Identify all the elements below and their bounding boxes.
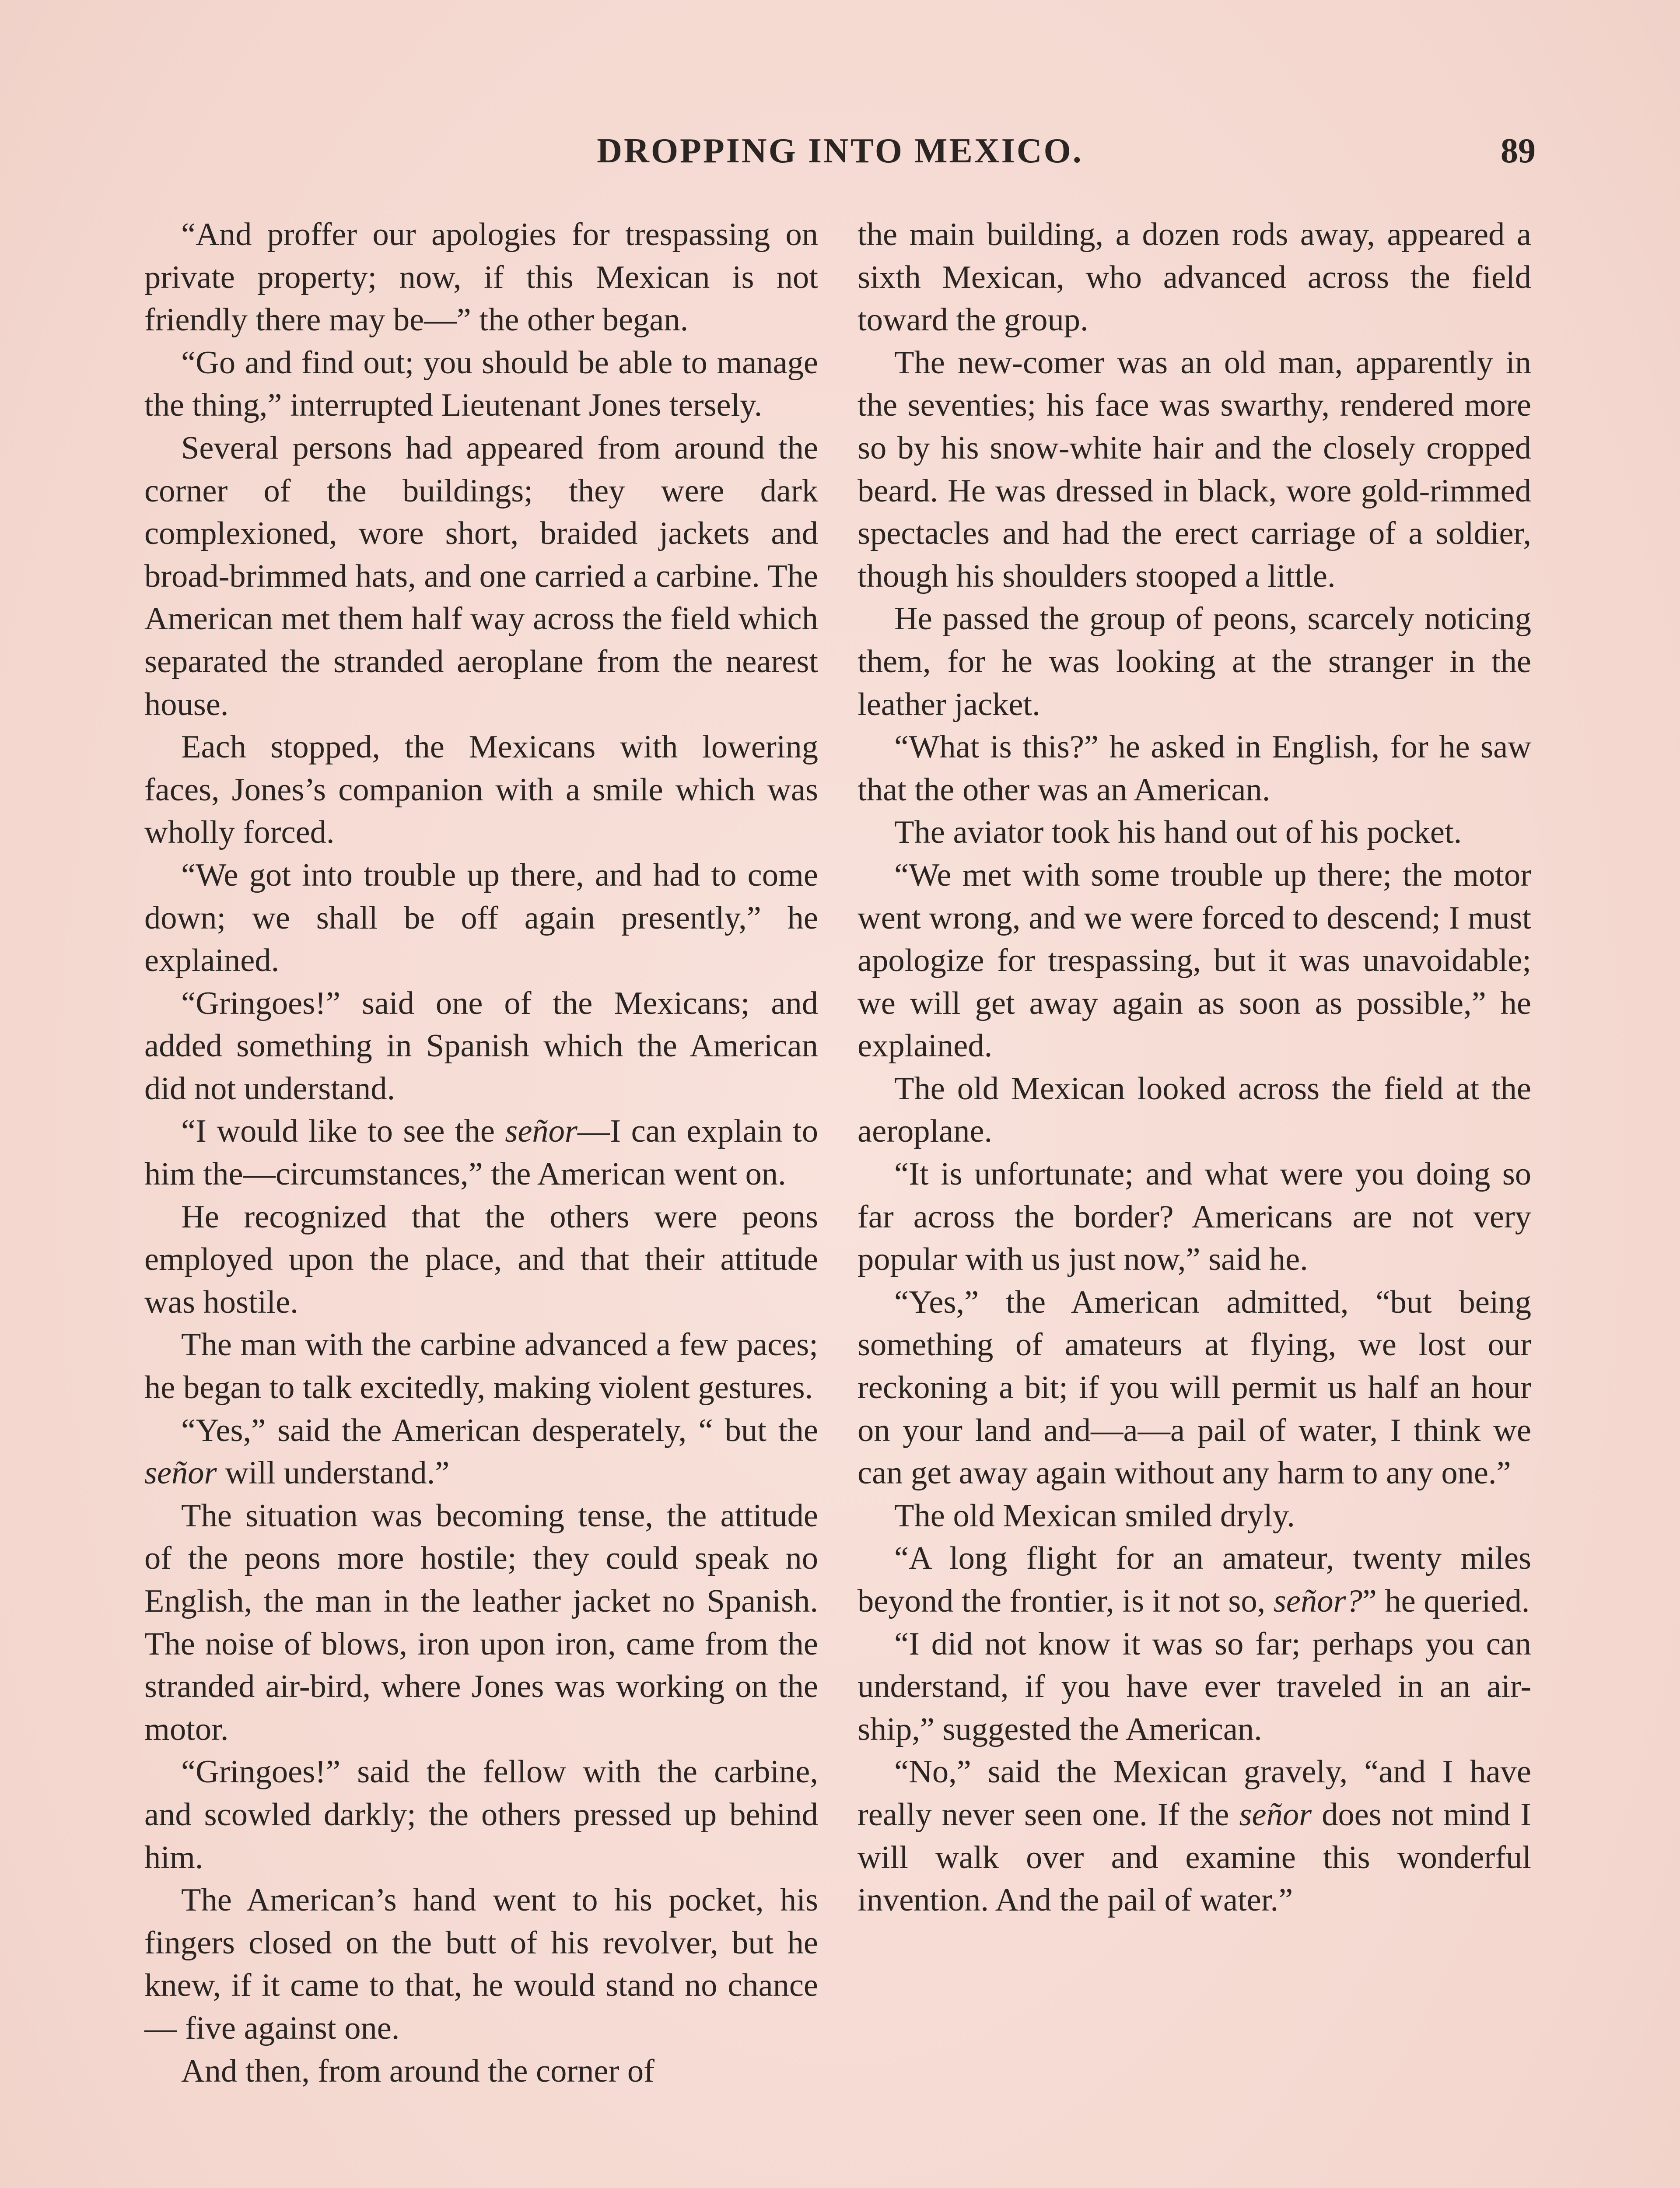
- paragraph: “We got into trouble up there, and had to come down; we shall be off again presently,” he explained.: [144, 857, 818, 979]
- italic-word: señor: [144, 1455, 217, 1491]
- left-column: [144, 214, 818, 2093]
- paragraph: The aviator took his hand out of his pocket.: [894, 814, 1462, 851]
- paragraph-continuation: the main building, a dozen rods away, appeared a sixth Mexican, who advanced across the field toward the group.: [858, 217, 1531, 338]
- page-header: [144, 131, 1536, 184]
- paragraph: He recognized that the others were peons employed upon the place, and that their attitude was hostile.: [144, 1199, 818, 1320]
- paragraph: “It is unfortunate; and what were you doing so far across the border? Americans are not very popular with us just now,” said he.: [858, 1156, 1531, 1278]
- paragraph: “And proffer our apologies for trespassing on private property; now, if this Mexican is not friendly there may be—” the other began.: [144, 217, 818, 338]
- right-column: [858, 214, 1531, 1922]
- paragraph: He passed the group of peons, scarcely noticing them, for he was looking at the stranger in the leather jacket.: [858, 601, 1531, 722]
- paragraph: And then, from around the corner of: [181, 2053, 654, 2089]
- paragraph: “No,” said the Mexican gravely, “and I have really never seen one. If the señor does not mind I will walk over and examine this wonderful invention. And the pail of water.”: [858, 1754, 1532, 1918]
- paragraph: Several persons had appeared from around the corner of the buildings; they were dark complexioned, wore short, braided jackets and broad-brimmed hats, and one carried a carbine. The American met them half way across the field which separated the stranded aeroplane from the nearest house.: [144, 430, 818, 722]
- italic-word: señor: [1239, 1796, 1312, 1833]
- paragraph: “Yes,” the American admitted, “but being something of amateurs at flying, we lost our reckoning a bit; if you will permit us half an hour on your land and—a—a pail of water, I think we can get away again without any harm to any one.”: [858, 1284, 1531, 1491]
- paragraph: “Go and find out; you should be able to manage the thing,” interrupted Lieutenant Jones tersely.: [144, 344, 818, 424]
- paragraph: The old Mexican looked across the field at the aeroplane.: [858, 1070, 1531, 1150]
- paragraph: The situation was becoming tense, the attitude of the peons more hostile; they could speak no English, the man in the leather jacket no Spanish. The noise of blows, iron upon iron, came from the stranded air-bird, where Jones was working on the motor.: [144, 1497, 818, 1747]
- paragraph: “I did not know it was so far; perhaps you can understand, if you have ever traveled in an air-ship,” suggested the American.: [858, 1626, 1531, 1747]
- paragraph: The old Mexican smiled dryly.: [894, 1497, 1295, 1534]
- paragraph: “Gringoes!” said one of the Mexicans; and added something in Spanish which the American did not understand.: [144, 985, 818, 1107]
- paragraph: The new-comer was an old man, apparently in the seventies; his face was swarthy, rendered more so by his snow-white hair and the closely cropped beard. He was dressed in black, wore gold-rimmed spectacles and had the erect carriage of a soldier, though his shoulders stooped a little.: [858, 344, 1531, 594]
- italic-word: señor?: [1273, 1583, 1362, 1619]
- paragraph: “Yes,” said the American desperately, “ but the señor will understand.”: [144, 1412, 818, 1491]
- paragraph: The American’s hand went to his pocket, his fingers closed on the butt of his revolver, but he knew, if it came to that, he would stand no chance — five against one.: [144, 1882, 818, 2046]
- page-number: 89: [1501, 132, 1536, 170]
- paragraph: “What is this?” he asked in English, for he saw that the other was an American.: [858, 729, 1531, 808]
- paragraph: “We met with some trouble up there; the motor went wrong, and we were forced to descend; I must apologize for trespassing, but it was unavoidable; we will get away again as soon as possible,” he explained.: [858, 857, 1531, 1064]
- italic-word: señor: [505, 1113, 578, 1150]
- paragraph: “Gringoes!” said the fellow with the carbine, and scowled darkly; the others pressed up behind him.: [144, 1754, 818, 1876]
- running-title: DROPPING INTO MEXICO.: [597, 132, 1083, 170]
- paragraph: Each stopped, the Mexicans with lowering faces, Jones’s companion with a smile which was wholly forced.: [144, 729, 818, 851]
- paragraph: The man with the carbine advanced a few paces; he began to talk excitedly, making violent gestures.: [144, 1327, 818, 1406]
- paragraph: “A long flight for an amateur, twenty miles beyond the frontier, is it not so, señor?” he queried.: [858, 1540, 1531, 1619]
- paragraph: “I would like to see the señor—I can explain to him the—circumstances,” the American went on.: [144, 1113, 819, 1192]
